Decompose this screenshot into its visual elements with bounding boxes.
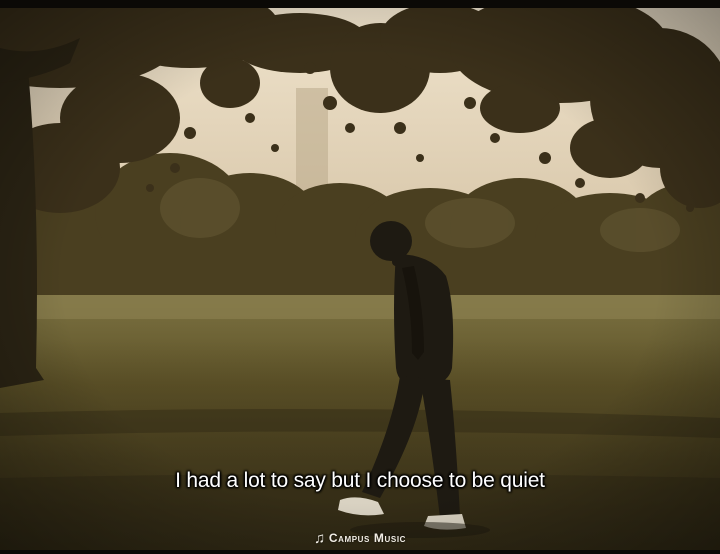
channel-credit-label: Campus Music bbox=[328, 531, 407, 545]
music-note-icon: ♫ bbox=[313, 530, 326, 547]
channel-credit bbox=[0, 530, 720, 547]
video-frame bbox=[0, 8, 720, 550]
video-subtitle: I had a lot to say but I choose to be quiet bbox=[175, 469, 545, 492]
